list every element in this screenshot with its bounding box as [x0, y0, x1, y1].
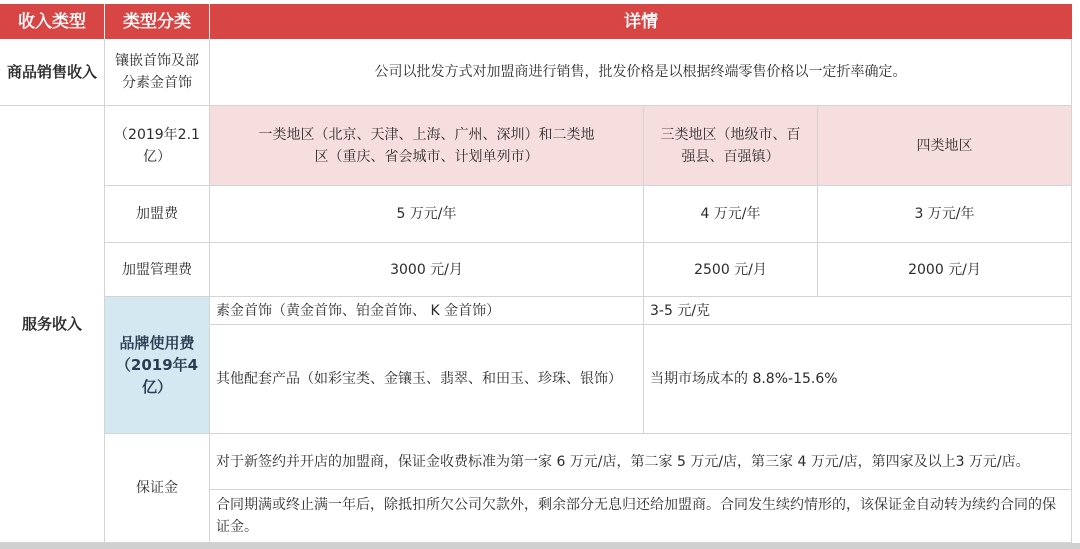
region-row-label: （2019年2.1亿）	[105, 106, 210, 186]
management-fee-tier-3: 2500 元/月	[644, 243, 818, 297]
brand-fee-other-rate: 当期市场成本的 8.8%-15.6%	[644, 325, 1072, 434]
management-fee-tier-4: 2000 元/月	[818, 243, 1072, 297]
brand-fee-label: 品牌使用费（2019年4亿）	[105, 297, 210, 434]
franchise-fee-tier-1-2: 5 万元/年	[210, 186, 644, 243]
deposit-rule-1: 对于新签约并开店的加盟商，保证金收费标准为第一家 6 万元/店，第二家 5 万元/店，第三家 4 万元/店，第四家及以上3 万元/店。	[210, 434, 1072, 490]
sales-detail: 公司以批发方式对加盟商进行销售，批发价格是以根据终端零售价格以一定折率确定。	[210, 39, 1072, 106]
franchise-fee-label: 加盟费	[105, 186, 210, 243]
management-fee-label: 加盟管理费	[105, 243, 210, 297]
header-income-type: 收入类型	[0, 4, 105, 39]
management-fee-tier-1-2: 3000 元/月	[210, 243, 644, 297]
header-detail: 详情	[210, 4, 1072, 39]
franchise-fee-tier-4: 3 万元/年	[818, 186, 1072, 243]
region-tier-3: 三类地区（地级市、百强县、百强镇）	[644, 106, 818, 186]
deposit-label: 保证金	[105, 434, 210, 543]
sales-type: 商品销售收入	[0, 39, 105, 106]
bottom-divider	[0, 543, 1080, 549]
region-tier-1-2: 一类地区（北京、天津、上海、广州、深圳）和二类地区（重庆、省会城市、计划单列市）	[210, 106, 644, 186]
sales-category: 镶嵌首饰及部分素金首饰	[105, 39, 210, 106]
brand-fee-plain-gold: 素金首饰（黄金首饰、铂金首饰、 K 金首饰）	[210, 297, 644, 325]
brand-fee-other-products: 其他配套产品（如彩宝类、金镶玉、翡翠、和田玉、珍珠、银饰）	[210, 325, 644, 434]
region-tier-4: 四类地区	[818, 106, 1072, 186]
brand-fee-plain-gold-rate: 3-5 元/克	[644, 297, 1072, 325]
service-type: 服务收入	[0, 106, 105, 543]
header-category: 类型分类	[105, 4, 210, 39]
franchise-fee-tier-3: 4 万元/年	[644, 186, 818, 243]
deposit-rule-2: 合同期满或终止满一年后，除抵扣所欠公司欠款外，剩余部分无息归还给加盟商。合同发生续约情形的，该保证金自动转为续约合同的保证金。	[210, 490, 1072, 543]
